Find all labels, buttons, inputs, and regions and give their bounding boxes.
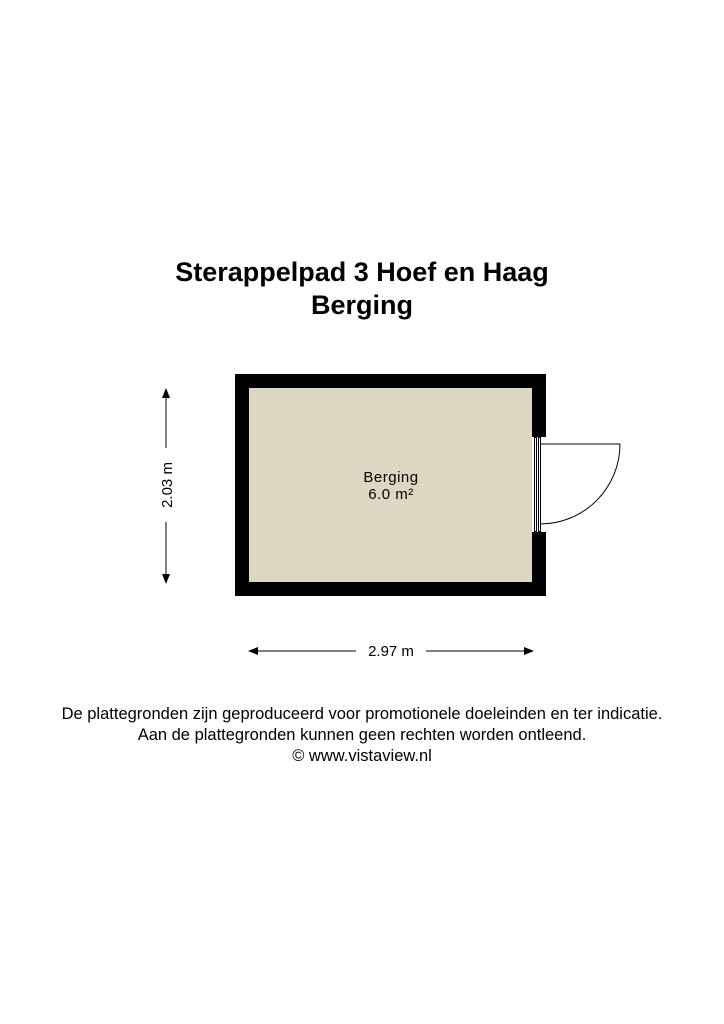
dimension-height bbox=[159, 388, 176, 584]
plan-title-floor: Berging bbox=[310, 290, 413, 320]
copyright-link[interactable]: © www.vistaview.nl bbox=[292, 747, 432, 765]
dimension-width-label: 2.97 m bbox=[368, 643, 414, 660]
plan-title-address: Sterappelpad 3 Hoef en Haag bbox=[175, 257, 549, 287]
room-area-label: 6.0 m² bbox=[368, 486, 414, 503]
dimension-arrow-icon bbox=[248, 647, 258, 655]
disclaimer-line-1: De plattegronden zijn geproduceerd voor promotionele doeleinden en ter indicatie. bbox=[61, 705, 663, 723]
disclaimer bbox=[0, 704, 724, 767]
dimension-arrow-icon bbox=[162, 388, 170, 398]
disclaimer-line-2: Aan de plattegronden kunnen geen rechten worden ontleend. bbox=[137, 726, 587, 744]
door-swing-icon bbox=[535, 438, 621, 532]
room-name-label: Berging bbox=[363, 469, 419, 486]
dimension-arrow-icon bbox=[524, 647, 534, 655]
dimension-height-label: 2.03 m bbox=[159, 462, 176, 508]
dimension-arrow-icon bbox=[162, 574, 170, 584]
dimension-width bbox=[248, 643, 534, 660]
